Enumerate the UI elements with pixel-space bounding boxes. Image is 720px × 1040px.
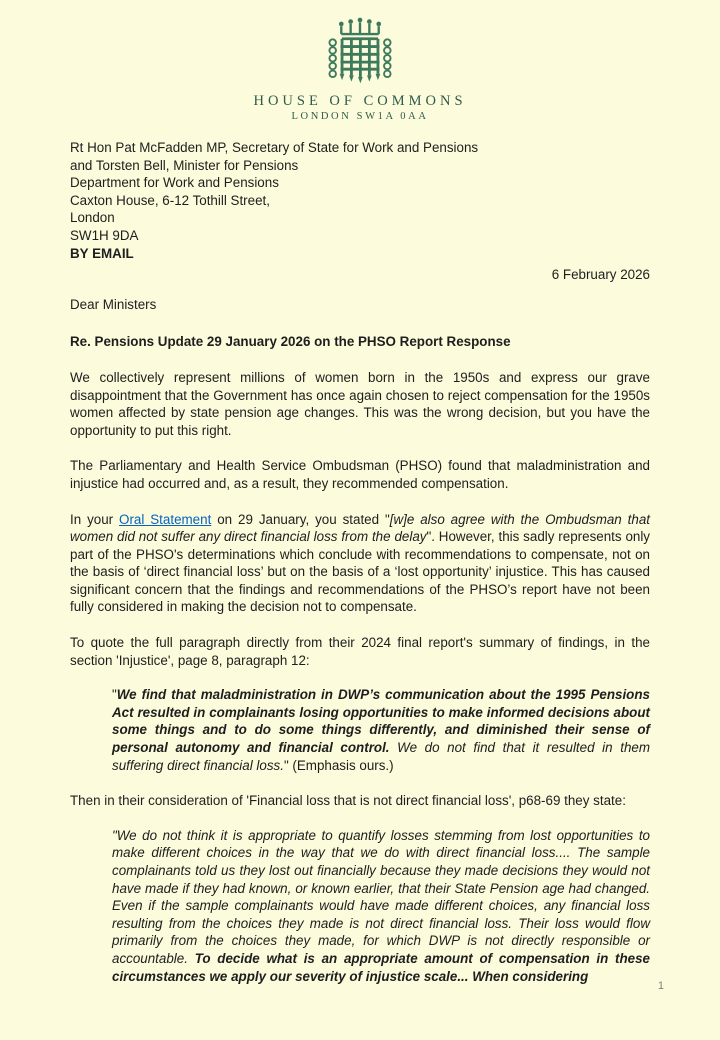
recipient-line: and Torsten Bell, Minister for Pensions	[70, 157, 299, 173]
body-paragraph-4: To quote the full paragraph directly from their 2024 final report's summary of findings, in the section 'Injustice', page 8, paragraph 12:	[70, 635, 650, 668]
report-quote-financial-loss	[112, 827, 650, 985]
org-name: HOUSE OF COMMONS	[253, 93, 467, 109]
org-address: LONDON SW1A 0AA	[291, 111, 429, 122]
text-segment: We find that maladministration in DWP’s communication about the 1995 Pensions Act resulted in complainants losing opportunities to make informed decisions about some things and to do some things differently, and diminished their sense of personal autonomy and financial control.	[112, 687, 650, 756]
recipient-line: SW1H 9DA	[70, 227, 139, 243]
letterhead	[0, 0, 720, 123]
recipient-line: Caxton House, 6-12 Tothill Street,	[70, 192, 270, 208]
body-paragraph-5: Then in their consideration of 'Financial loss that is not direct financial loss', p68-69 they state:	[70, 793, 626, 809]
recipient-block	[70, 139, 650, 262]
body-paragraph-1: We collectively represent millions of women born in the 1950s and express our grave disappointment that the Government has once again chosen to reject compensation for the 1950s women affected by state pension age changes. This was the wrong decision, but you have the opportunity to put this right.	[70, 369, 650, 438]
delivery-method: BY EMAIL	[70, 245, 134, 261]
text-segment: " (Emphasis ours.)	[283, 757, 394, 773]
oral-statement-link[interactable]: Oral Statement	[119, 511, 212, 527]
page-number: 1	[657, 980, 664, 992]
body-paragraph-3	[70, 511, 650, 617]
text-segment: We do not find that it resulted in them suffering direct financial loss.	[112, 740, 650, 773]
recipient-line: Department for Work and Pensions	[70, 175, 279, 191]
report-quote-injustice	[112, 686, 650, 774]
text-segment: "We do not think it is appropriate to quantify losses stemming from lost opportunities to make different choices in the way that we do with direct financial loss.... The sample complainants told us they lost out financially because they made decisions they would not have made if they had known, or known earlier, that their State Pension age had changed. Even if the sample complainants would have made different choices, any financial loss resulting from the choices they made is not direct financial loss. Their loss would flow primarily from the choices they made, for which DWP is not directly responsible or accountable.	[112, 827, 650, 966]
text-segment: [w]e also agree with the Ombudsman that women did not suffer any direct financial loss from the delay	[70, 511, 650, 545]
text-segment: on 29 January, you stated "	[211, 511, 390, 527]
text-segment: To decide what is an appropriate amount of compensation in these circumstances we apply our severity of injustice scale... When considering	[112, 950, 650, 984]
recipient-line: London	[70, 210, 115, 226]
body-paragraph-2: The Parliamentary and Health Service Ombudsman (PHSO) found that maladministration and injustice had occurred and, as a result, they recommended compensation.	[70, 458, 650, 491]
letter-date: 6 February 2026	[551, 267, 650, 283]
text-segment: ". However, this sadly represents only part of the PHSO's determinations which conclude with recommendations to compensate, not on the basis of ‘direct financial loss’ but on the basis of a ‘lost opportunity’ injustice. This has caused significant concern that the findings and recommendations of the PHSO’s report have not been fully considered in making the decision not to compensate.	[70, 529, 651, 615]
subject-line: Re. Pensions Update 29 January 2026 on the PHSO Report Response	[70, 334, 511, 350]
letter-body	[70, 139, 650, 985]
recipient-line: Rt Hon Pat McFadden MP, Secretary of State for Work and Pensions	[70, 140, 479, 155]
salutation: Dear Ministers	[70, 296, 157, 312]
text-segment: In your	[70, 511, 120, 527]
portcullis-crest-icon	[320, 13, 400, 91]
text-segment: "	[112, 687, 117, 703]
